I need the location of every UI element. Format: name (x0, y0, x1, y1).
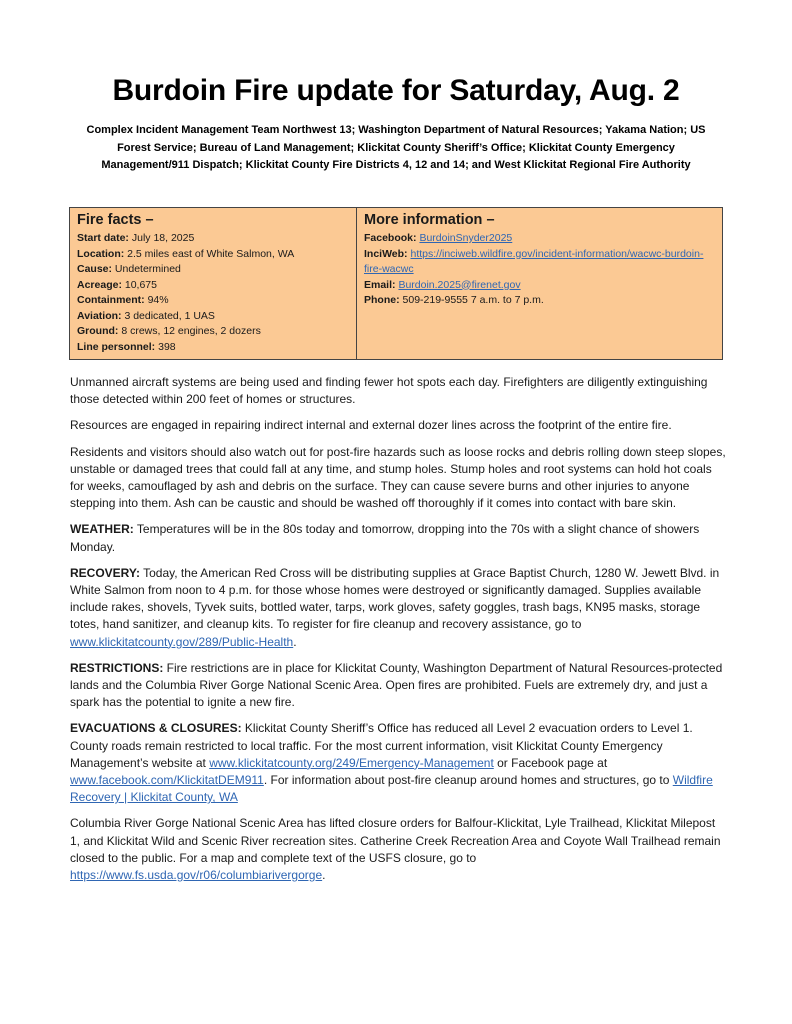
facts-box (69, 207, 723, 360)
punctuation: . (293, 634, 297, 649)
closure-text: Columbia River Gorge National Scenic Area has lifted closure orders for Balfour-Klickitat, Lyle Trailhead, Klickitat Milepost 1, and Klickitat Wild and Scenic River recreation sites. Catherine Creek Recreation Area and Coyote Wall Trailhead remain closed to the public. For a map and complete text of the USFS closure, go to (70, 816, 721, 865)
fact-label: Ground: (77, 325, 119, 337)
fact-value: 398 (155, 340, 176, 353)
paragraph-evacuations (70, 720, 726, 806)
fact-label: Location: (77, 247, 125, 260)
evac-text: or Facebook page at (493, 755, 608, 770)
info-label: InciWeb: (364, 247, 408, 260)
agencies-list: Complex Incident Management Team Northwest 13; Washington Department of Natural Resources; Yakama Nation; US Forest Service; Bureau of Land Management; Klickitat County Sheriff’s Office; Klickitat County Emergency Management/911 Dispatch; Klickitat County Fire Districts 4, 12 and 14; and West Klickitat Regional Fire Authority (86, 124, 706, 171)
info-phone (364, 293, 715, 309)
info-label: Email: (364, 278, 396, 291)
fact-ground (77, 324, 349, 340)
inciweb-link[interactable]: https://inciweb.wildfire.gov/incident-information/wacwc-burdoin-fire-wacwc (364, 247, 704, 275)
fact-label: Acreage: (77, 278, 122, 291)
restrictions-label: RESTRICTIONS: (70, 660, 164, 675)
phone-value: 509-219-9555 7 a.m. to 7 p.m. (399, 294, 544, 306)
paragraph-closures (70, 815, 726, 884)
paragraph-uas: Unmanned aircraft systems are being used and finding fewer hot spots each day. Firefighters are diligently extinguishing those detected within 200 feet of homes or structures. (70, 375, 708, 407)
fact-line-personnel (77, 340, 349, 356)
fire-facts-column (70, 208, 357, 359)
info-label: Facebook: (364, 232, 417, 244)
info-inciweb (364, 247, 715, 278)
fact-label: Start date: (77, 232, 129, 244)
fact-containment (77, 293, 349, 309)
weather-label: WEATHER: (70, 522, 134, 537)
punctuation: . (322, 868, 326, 883)
info-label: Phone: (364, 294, 400, 306)
fact-label: Containment: (77, 294, 145, 306)
paragraph-hazards: Residents and visitors should also watch out for post-fire hazards such as loose rocks and debris rolling down steep slopes, unstable or damaged trees that could fall at any time, and stump holes. Stump holes and root systems can hold hot coals for weeks, camouflaged by ash and debris on the surface. They can cause severe burns and other injuries to anyone stepping into them. Ash can be caustic and should be washed off thoroughly if it comes into contact with bare skin. (70, 444, 726, 511)
recovery-label: RECOVERY: (70, 565, 141, 580)
fact-value: 3 dedicated, 1 UAS (121, 309, 215, 322)
fact-value: 94% (144, 294, 169, 306)
fact-value: 10,675 (121, 278, 157, 291)
fact-value: July 18, 2025 (128, 232, 195, 244)
info-facebook (364, 231, 715, 247)
more-info-column (357, 208, 722, 359)
paragraph-recovery (70, 565, 726, 651)
info-email (364, 278, 715, 294)
fact-acreage (77, 278, 349, 294)
facebook-dem-link[interactable]: www.facebook.com/KlickitatDEM911 (70, 773, 264, 788)
wildfire-recovery-link[interactable]: Wildfire Recovery | Klickitat County, WA (70, 773, 713, 805)
more-info-heading: More information – (364, 212, 495, 228)
paragraph-weather (70, 521, 726, 555)
fact-label: Aviation: (77, 309, 122, 322)
fact-cause (77, 262, 349, 278)
fact-start-date (77, 231, 349, 247)
fact-location (77, 247, 349, 263)
evac-text: Klickitat County Sheriff’s Office has reduced all Level 2 evacuation orders to Level 1. County roads remain restricted to local traffic. For the most current information, visit Klickitat County Emergency Management’s website at (70, 721, 693, 770)
usfs-closure-link[interactable]: https://www.fs.usda.gov/r06/columbiarivergorge (70, 868, 323, 883)
facebook-link[interactable]: BurdoinSnyder2025 (419, 232, 513, 244)
update-body (70, 374, 726, 893)
fact-aviation (77, 309, 349, 325)
paragraph-restrictions (70, 660, 726, 712)
fire-facts-heading: Fire facts – (77, 212, 154, 228)
emergency-management-link[interactable]: www.klickitatcounty.org/249/Emergency-Management (209, 755, 494, 770)
paragraph-dozer-lines: Resources are engaged in repairing indirect internal and external dozer lines across the footprint of the entire fire. (70, 418, 672, 433)
weather-text: Temperatures will be in the 80s today and tomorrow, dropping into the 70s with a slight chance of showers Monday. (70, 522, 700, 554)
page-title: Burdoin Fire update for Saturday, Aug. 2 (112, 74, 680, 107)
email-link[interactable]: Burdoin.2025@firenet.gov (398, 278, 521, 291)
fact-label: Line personnel: (77, 340, 156, 353)
evacuations-label: EVACUATIONS & CLOSURES: (70, 721, 242, 736)
fact-value: Undetermined (112, 263, 181, 275)
restrictions-text: Fire restrictions are in place for Klickitat County, Washington Department of Natural Resources-protected lands and the Columbia River Gorge National Scenic Area. Open fires are prohibited. Fuels are extremely dry, and just a spark has the potential to ignite a new fire. (70, 660, 723, 710)
fact-value: 2.5 miles east of White Salmon, WA (124, 247, 295, 260)
fact-label: Cause: (77, 263, 113, 275)
recovery-text: Today, the American Red Cross will be distributing supplies at Grace Baptist Church, 1280 W. Jewett Blvd. in White Salmon from noon to 4 p.m. for those whose homes were destroyed or significantly damaged. Supplies available include rakes, shovels, Tyvek suits, bottled water, tarps, work gloves, safety goggles, trash bags, KN95 masks, storage totes, hand sanitizer, and cleanup kits. To register for fire cleanup and recovery assistance, go to (70, 565, 720, 632)
fact-value: 8 crews, 12 engines, 2 dozers (118, 325, 261, 337)
evac-text: . For information about post-fire cleanup around homes and structures, go to (263, 773, 673, 788)
public-health-link[interactable]: www.klickitatcounty.gov/289/Public-Health (70, 634, 294, 649)
